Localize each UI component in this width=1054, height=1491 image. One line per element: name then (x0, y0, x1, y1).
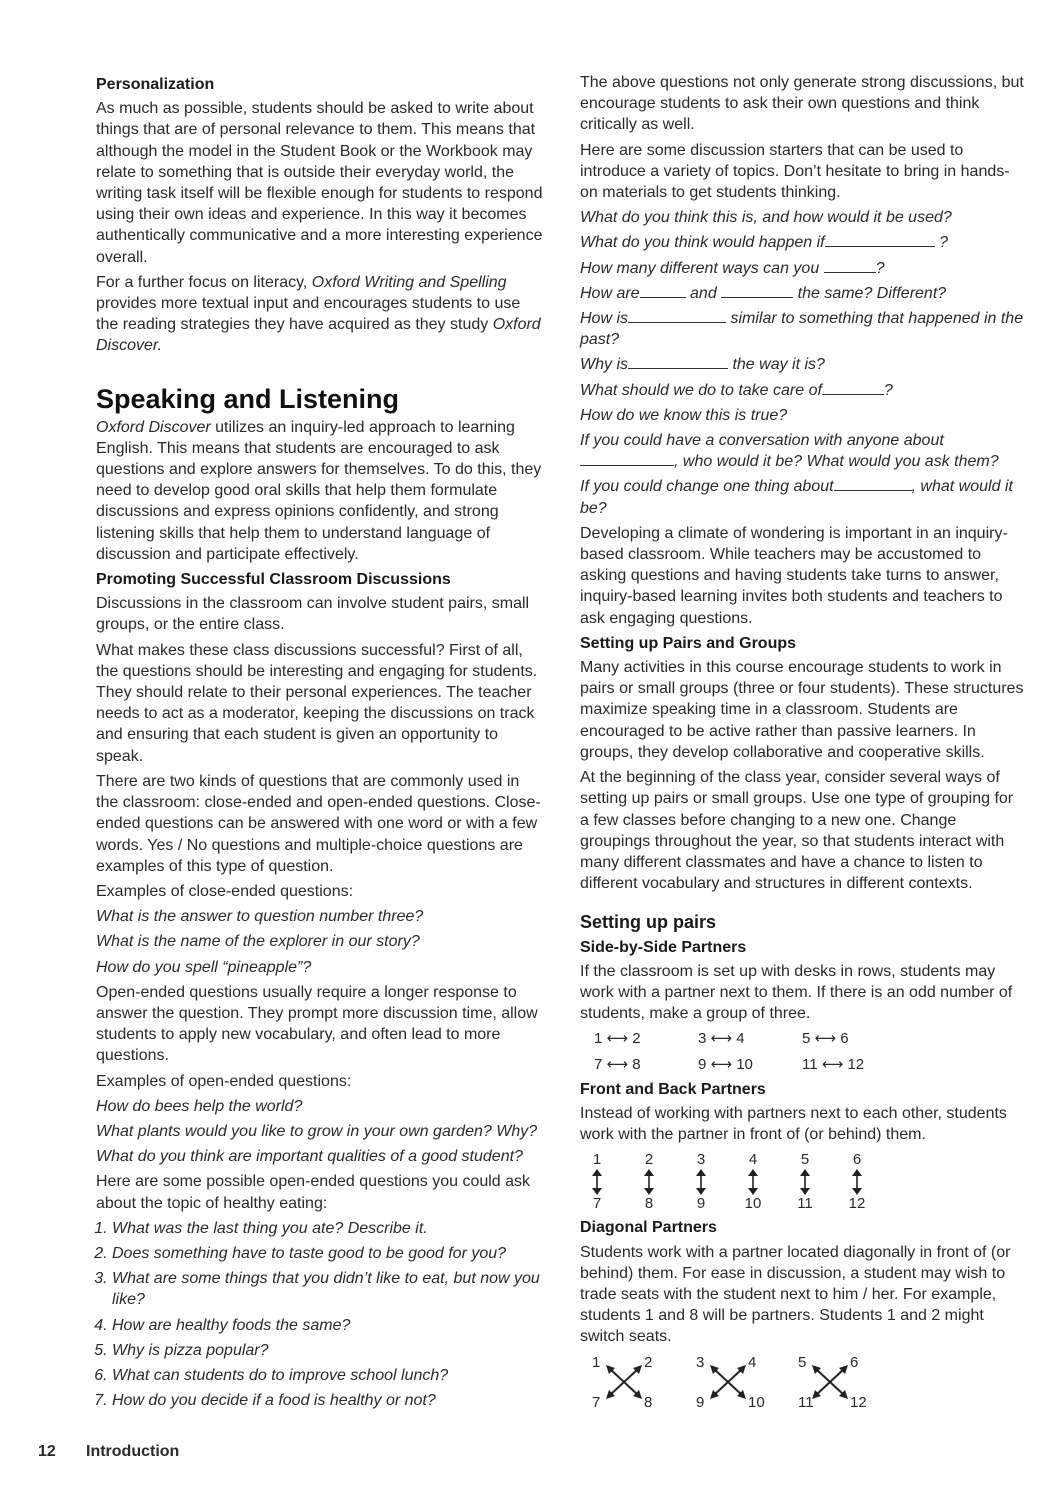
text-run: , who would it be? What would you ask them? (674, 453, 999, 471)
list-item: 2. Does something have to taste good to be good for you? (112, 1243, 544, 1264)
double-arrow-icon: ⟷ (606, 1055, 629, 1073)
starter-9 (580, 430, 1026, 472)
text-run: the same? Different? (797, 284, 947, 302)
right-paragraph-1: The above questions not only generate strong discussions, but encourage students to ask their own questions and think critically as well. (580, 74, 1024, 134)
seat-number: 8 (644, 1393, 653, 1411)
front-back-pair (842, 1151, 872, 1213)
seat-number: 2 (632, 1030, 641, 1048)
text-run: For a further focus on literacy, (96, 273, 312, 291)
pair (802, 1028, 906, 1049)
blank-line (628, 354, 728, 369)
cross-arrows-icon (604, 1364, 644, 1400)
vertical-double-arrow-icon (695, 1169, 707, 1195)
right-paragraph-2: Here are some discussion starters that can be used to introduce a variety of topics. Don’t hesitate to bring in hands-on materials to get students thinking. (580, 141, 1010, 202)
side-by-side-heading: Side-by-Side Partners (580, 938, 747, 956)
open-ended-intro: Examples of open-ended questions: (96, 1072, 352, 1090)
open-ended-paragraph: Open-ended questions usually require a longer response to answer the question. They prompt more discussion time, allow students to apply new vocabulary, and often lead to more questions. (96, 983, 538, 1065)
seat-number: 3 (696, 1353, 705, 1371)
page-number: 12 (38, 1443, 56, 1460)
book-title: Oxford Writing and Spelling (311, 273, 507, 291)
list-item: 5. Why is pizza popular? (112, 1340, 544, 1361)
pair (698, 1028, 802, 1049)
blank-line (628, 308, 726, 323)
promoting-heading: Promoting Successful Classroom Discussions (96, 571, 451, 589)
seat-number: 1 (592, 1151, 602, 1169)
text-run: What do you think would happen if (580, 234, 825, 252)
list-item: 3. What are some things that you didn’t like to eat, but now you like? (112, 1268, 544, 1310)
seat-number: 12 (847, 1055, 865, 1073)
personalization-paragraph-2 (96, 272, 544, 357)
starter-3 (580, 258, 1026, 279)
diagonal-diagram (580, 1352, 1026, 1412)
vertical-double-arrow-icon (747, 1169, 759, 1195)
pair (698, 1054, 802, 1075)
open-example-1: How do bees help the world? (96, 1097, 303, 1115)
seat-number: 4 (748, 1353, 757, 1371)
book-title: Oxford Discover (96, 418, 211, 436)
setup-heading: Setting up Pairs and Groups (580, 634, 797, 652)
speaking-paragraph (96, 417, 544, 565)
seat-number: 4 (736, 1030, 745, 1048)
diagonal-heading: Diagonal Partners (580, 1219, 717, 1237)
open-example-3: What do you think are important qualities of a good student? (96, 1148, 523, 1166)
starter-1: What do you think this is, and how would it be used? (580, 209, 952, 227)
seat-number: 7 (592, 1393, 601, 1411)
starter-8: How do we know this is true? (580, 406, 788, 424)
seat-number: 10 (736, 1055, 753, 1073)
starter-5 (580, 308, 1026, 350)
front-back-pair (686, 1151, 716, 1213)
text-run: If you could have a conversation with anyone about (580, 432, 944, 450)
promoting-paragraph-3: There are two kinds of questions that are commonly used in the classroom: close-ended and open-ended questions. Close-ended questions can be answered with one word or with a few words. Yes / No questions and multiple-choice questions are examples of this type of question. (96, 772, 541, 875)
personalization-heading: Personalization (96, 76, 215, 93)
side-by-side-paragraph: If the classroom is set up with desks in rows, students may work with a partner next to them. If there is an odd number of students, make a group of three. (580, 962, 1013, 1023)
front-back-pair (738, 1151, 768, 1213)
seat-number: 3 (696, 1151, 706, 1169)
seat-number: 2 (644, 1353, 653, 1371)
text-run: the way it is? (732, 356, 825, 374)
seat-number: 4 (748, 1151, 758, 1169)
text-run: utilizes an inquiry-led approach to learning English. This means that students are encouraged to ask questions and explore answers for themselves. To do this, they need to develop good oral skills that help them formulate discussions and express opinions confidently, and strong listening skills that help them to understand language of discussion and participate effectively. (96, 418, 542, 563)
list-item: 6. What can students do to improve school lunch? (112, 1365, 544, 1386)
front-back-paragraph: Instead of working with partners next to each other, students work with the partner in front of (or behind) them. (580, 1104, 1007, 1144)
open-example-2: What plants would you like to grow in your own garden? Why? (96, 1122, 538, 1140)
vertical-double-arrow-icon (643, 1169, 655, 1195)
close-example-1: What is the answer to question number three? (96, 908, 424, 926)
front-back-heading: Front and Back Partners (580, 1080, 766, 1098)
seat-number: 2 (644, 1151, 654, 1169)
healthy-eating-list (96, 1218, 544, 1412)
list-item: 1. What was the last thing you ate? Describe it. (112, 1218, 544, 1239)
vertical-double-arrow-icon (799, 1169, 811, 1195)
setting-up-pairs-heading: Setting up pairs (580, 912, 717, 933)
blank-line (825, 232, 935, 247)
front-back-pair (582, 1151, 612, 1213)
pair (802, 1054, 906, 1075)
seat-number: 1 (592, 1353, 601, 1371)
section-name: Introduction (86, 1443, 180, 1460)
cross-arrows-icon (708, 1364, 748, 1400)
seat-number: 10 (744, 1195, 762, 1213)
blank-line (721, 283, 793, 298)
front-back-diagram (580, 1151, 1026, 1213)
close-ended-intro: Examples of close-ended questions: (96, 882, 354, 900)
cross-arrows-icon (810, 1364, 850, 1400)
seat-number: 7 (592, 1195, 602, 1213)
pairs-row (580, 1028, 1026, 1049)
seat-number: 9 (696, 1195, 706, 1213)
double-arrow-icon: ⟷ (710, 1030, 733, 1048)
pair (580, 1028, 698, 1049)
seat-number: 10 (748, 1393, 765, 1411)
starter-6 (580, 354, 1026, 375)
diagonal-paragraph: Students work with a partner located diagonally in front of (or behind) them. For ease in discussion, a student may wish to trade seats with the student next to him / her. For example, students 1 and 8 will be partners. Students 1 and 2 might switch seats. (580, 1243, 1011, 1346)
double-arrow-icon: ⟷ (710, 1055, 733, 1073)
seat-number: 1 (594, 1030, 603, 1048)
blank-line (640, 283, 686, 298)
close-example-3: How do you spell “pineapple”? (96, 958, 312, 976)
seat-number: 5 (798, 1353, 807, 1371)
text-run: What should we do to take care of (580, 381, 822, 399)
text-run: similar to something that happened in the past? (580, 310, 1024, 349)
personalization-paragraph-1: As much as possible, students should be asked to write about things that are of personal relevance to them. This means that although the model in the Student Book or the Workbook may relate to something that is outside their everyday world, the writing task itself will be flexible enough for students to respond using their own ideas and experience. In this way it becomes authentically communicative and a more interesting experience overall. (96, 100, 543, 266)
book-title: Oxford Discover. (96, 316, 541, 355)
setup-paragraph-2: At the beginning of the class year, consider several ways of setting up pairs or small groups. Use one type of grouping for a few classes before changing to a new one. Change groupings throughout the year, so that students interact with many different classmates and have a chance to listen to different vocabulary and structures in different contexts. (580, 769, 1014, 893)
text-run: ? (939, 234, 948, 252)
left-column (96, 72, 544, 1415)
healthy-eating-intro: Here are some possible open-ended questions you could ask about the topic of healthy eating: (96, 1173, 531, 1212)
promoting-paragraph-2: What makes these class discussions successful? First of all, the questions should be interesting and engaging for students. They should relate to their personal experiences. The teacher needs to act as a moderator, keeping the discussions on track and ensuring that each student is given an opportunity to speak. (96, 641, 538, 765)
vertical-double-arrow-icon (591, 1169, 603, 1195)
starter-10 (580, 476, 1026, 518)
seat-number: 6 (852, 1151, 862, 1169)
seat-number: 11 (797, 1195, 813, 1213)
seat-number: 3 (698, 1030, 707, 1048)
diagonal-group (796, 1352, 868, 1412)
promoting-paragraph-1: Discussions in the classroom can involve student pairs, small groups, or the entire class. (96, 595, 530, 634)
seat-number: 5 (800, 1151, 810, 1169)
seat-number: 5 (802, 1030, 811, 1048)
list-item: 7. How do you decide if a food is healthy or not? (112, 1390, 544, 1411)
seat-number: 6 (840, 1030, 849, 1048)
double-arrow-icon: ⟷ (814, 1030, 837, 1048)
text-run: , what would it be? (580, 478, 1013, 517)
seat-number: 11 (802, 1055, 818, 1073)
page-footer (38, 1443, 179, 1461)
diagonal-group (590, 1352, 662, 1412)
text-run: provides more textual input and encourages students to use the reading strategies they have acquired as they study (96, 295, 521, 334)
text-run: If you could change one thing about (580, 478, 834, 496)
starter-4 (580, 283, 1026, 304)
text-run: How many different ways can you (580, 259, 820, 277)
vertical-double-arrow-icon (851, 1169, 863, 1195)
text-run: Why is (580, 356, 628, 374)
front-back-pair (634, 1151, 664, 1213)
text-run: How is (580, 310, 629, 328)
close-example-2: What is the name of the explorer in our story? (96, 933, 420, 951)
text-run: ? (875, 259, 885, 277)
front-back-pair (790, 1151, 820, 1213)
starter-2 (580, 232, 1026, 253)
seat-number: 6 (850, 1353, 859, 1371)
diagonal-group (694, 1352, 766, 1412)
text-run: ? (883, 381, 893, 399)
blank-line (822, 380, 884, 395)
right-column (580, 72, 1026, 1412)
starter-7 (580, 380, 1026, 401)
double-arrow-icon: ⟷ (821, 1055, 844, 1073)
seat-number: 9 (696, 1393, 705, 1411)
list-item: 4. How are healthy foods the same? (112, 1315, 544, 1336)
side-by-side-diagram (580, 1028, 1026, 1074)
blank-line (834, 476, 912, 491)
blank-line (580, 451, 674, 466)
seat-number: 11 (798, 1393, 814, 1411)
text-run: How are (580, 284, 640, 302)
pair (580, 1054, 698, 1075)
seat-number: 9 (698, 1055, 707, 1073)
seat-number: 12 (850, 1393, 867, 1411)
seat-number: 8 (632, 1055, 641, 1073)
seat-number: 8 (644, 1195, 654, 1213)
seat-number: 7 (594, 1055, 603, 1073)
double-arrow-icon: ⟷ (606, 1030, 629, 1048)
seat-number: 12 (848, 1195, 866, 1213)
speaking-listening-heading: Speaking and Listening (96, 383, 400, 414)
right-paragraph-3: Developing a climate of wondering is important in an inquiry-based classroom. While teachers may be accustomed to asking questions and having students take turns to answer, inquiry-based learning invites both students and teachers to ask engaging questions. (580, 524, 1008, 627)
text-run: and (690, 284, 717, 302)
setup-paragraph-1: Many activities in this course encourage students to work in pairs or small groups (three or four students). These structures maximize speaking time in a classroom. Students are encouraged to be active rather than passive learners. In groups, they develop collaborative and cooperative skills. (580, 659, 1024, 761)
blank-line (824, 258, 876, 273)
pairs-row (580, 1054, 1026, 1075)
